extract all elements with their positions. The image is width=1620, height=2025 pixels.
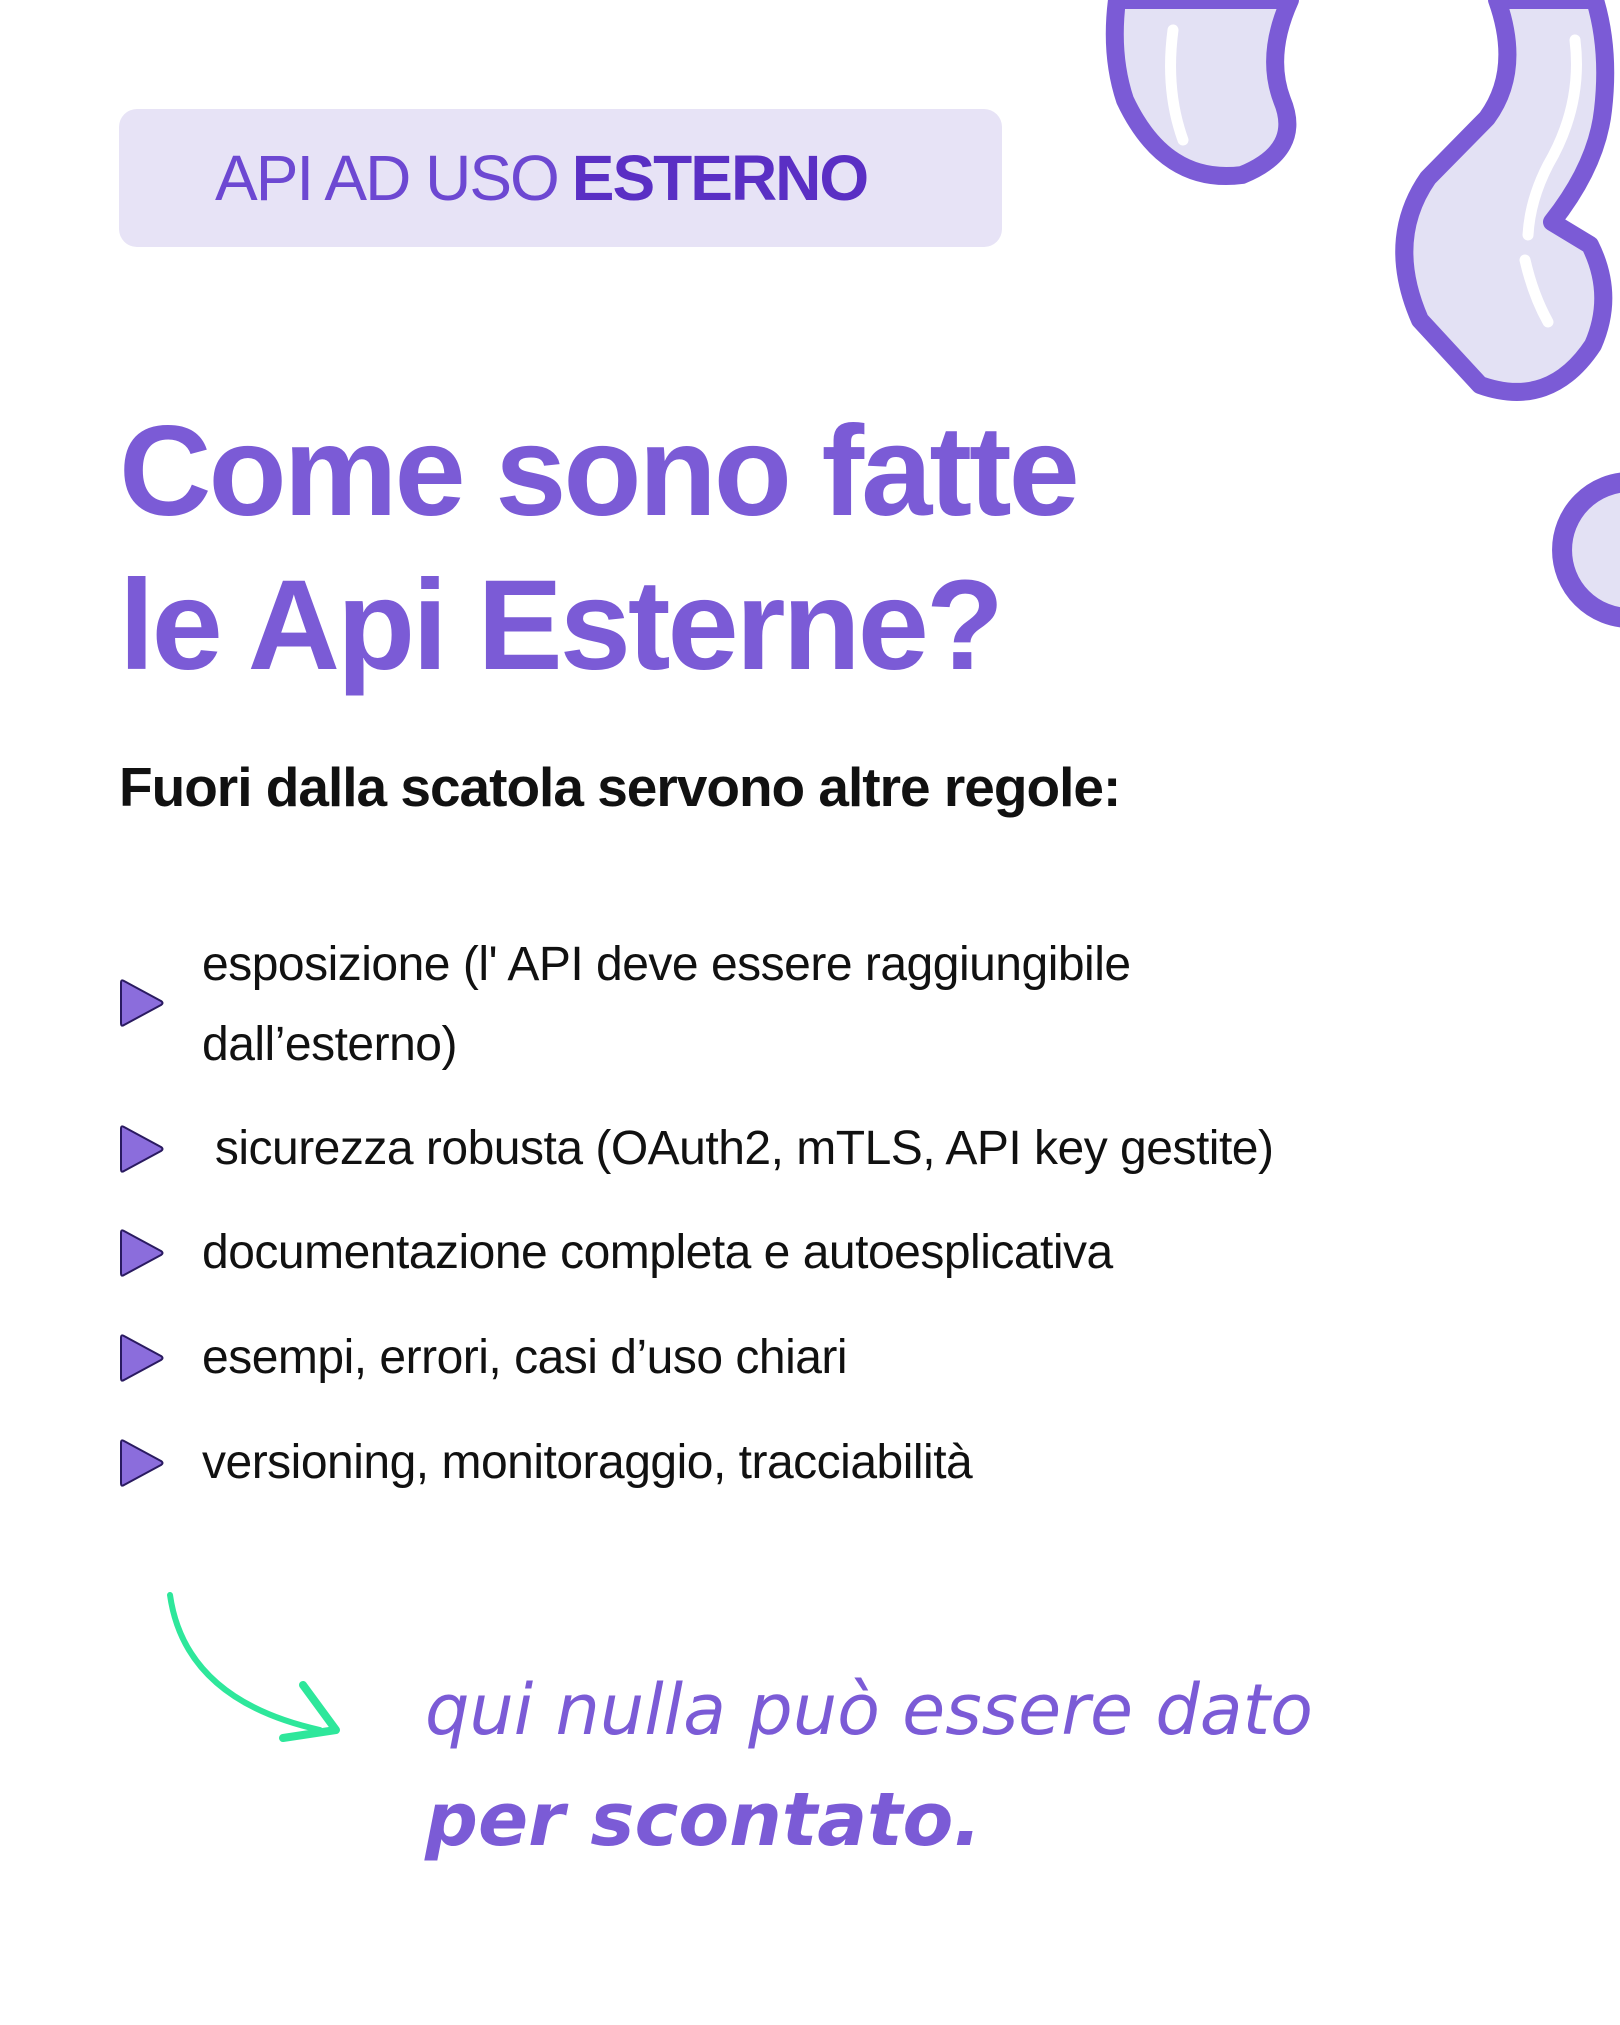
page-title-line-2: le Api Esterne? <box>119 554 1002 697</box>
page-title-line-1: Come sono fatte <box>119 400 1077 543</box>
category-tag-prefix: API AD USO <box>215 142 558 214</box>
closing-note <box>425 1655 1313 1875</box>
list-item-text: sicurezza robusta (OAuth2, mTLS, API key gestite) <box>202 1122 1274 1175</box>
category-tag-emphasis: ESTERNO <box>571 142 868 214</box>
list-item-text: esposizione (l' API deve essere raggiungibile dall’esterno) <box>202 938 1131 1071</box>
category-tag <box>119 109 1002 247</box>
play-triangle-icon <box>118 976 166 1030</box>
page-title <box>119 395 1077 703</box>
play-triangle-icon <box>118 1122 166 1176</box>
list-item-text: documentazione completa e autoesplicativa <box>202 1226 1113 1279</box>
closing-note-line-2: per scontato. <box>425 1777 982 1863</box>
play-triangle-icon <box>118 1226 166 1280</box>
subtitle: Fuori dalla scatola servono altre regole: <box>119 756 1121 818</box>
play-triangle-icon <box>118 1436 166 1490</box>
list-item-text: esempi, errori, casi d’uso chiari <box>202 1331 848 1384</box>
list-item-text: versioning, monitoraggio, tracciabilità <box>202 1436 973 1489</box>
play-triangle-icon <box>118 1331 166 1385</box>
closing-note-line-1: qui nulla può essere dato <box>425 1669 1313 1751</box>
